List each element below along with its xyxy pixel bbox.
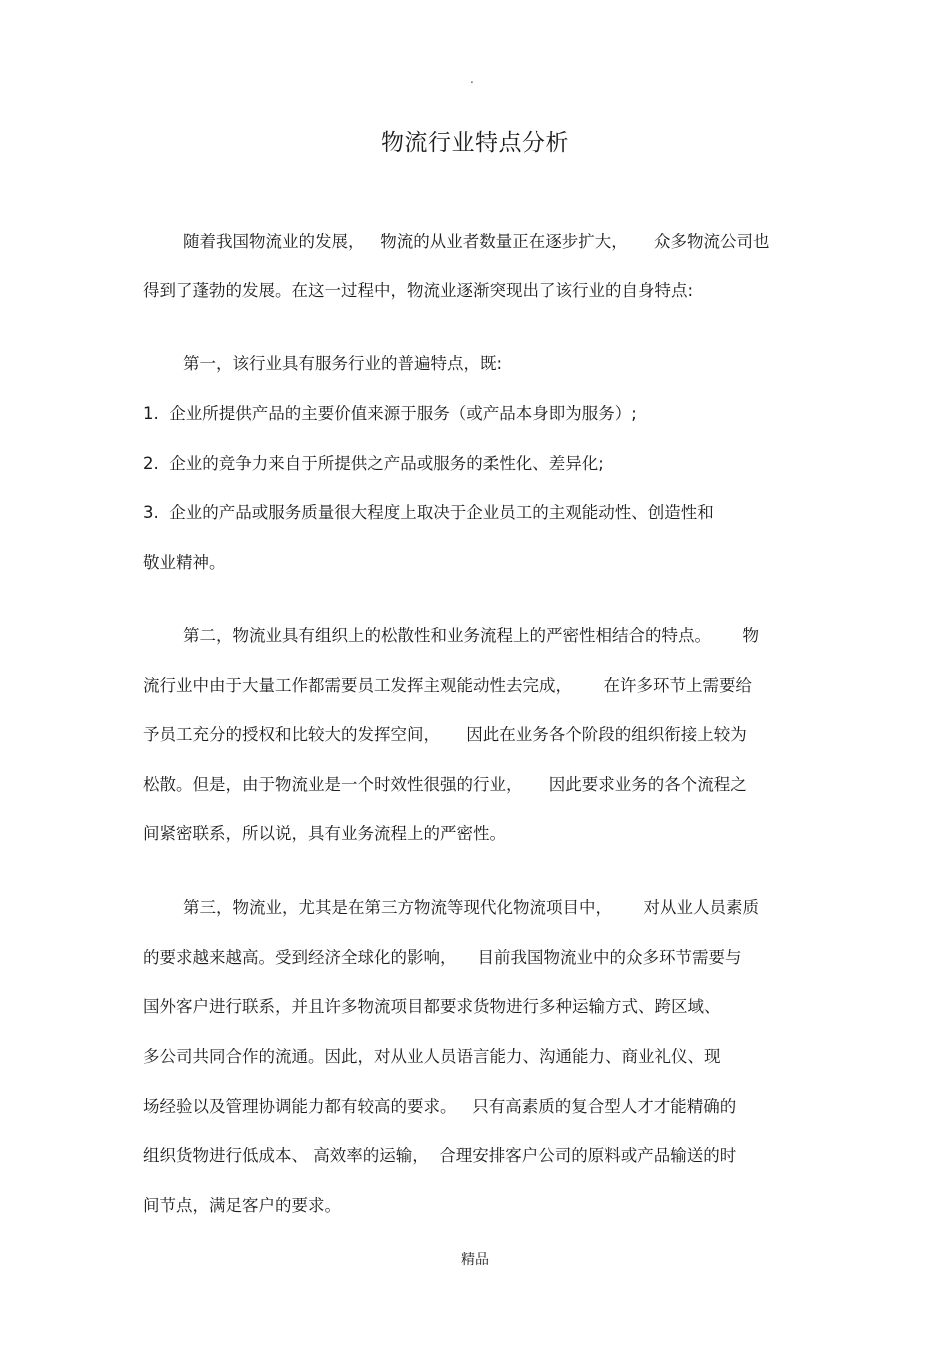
paragraph-line: 多公司共同合作的流通。因此，对从业人员语言能力、沟通能力、商业礼仪、现 [143,1047,721,1066]
list-item: 1. 企业所提供产品的主要价值来源于服务（或产品本身即为服务）; [143,404,637,423]
paragraph-line: 予员工充分的授权和比较大的发挥空间， 因此在业务各个阶段的组织衔接上较为 [143,725,747,744]
paragraph-line: 得到了蓬勃的发展。在这一过程中，物流业逐渐突现出了该行业的自身特点: [143,281,694,300]
list-item: 3. 企业的产品或服务质量很大程度上取决于企业员工的主观能动性、创造性和 [143,503,714,522]
paragraph-line: 随着我国物流业的发展， 物流的从业者数量正在逐步扩大， 众多物流公司也 [183,232,770,251]
page-footer: 精品 [461,1252,489,1268]
list-item: 2. 企业的竞争力来自于所提供之产品或服务的柔性化、差异化; [143,454,604,473]
paragraph-line: 流行业中由于大量工作都需要员工发挥主观能动性去完成， 在许多环节上需要给 [143,676,752,695]
paragraph-line: 场经验以及管理协调能力都有较高的要求。 只有高素质的复合型人才才能精确的 [143,1097,737,1116]
paragraph-line: 组织货物进行低成本、 高效率的运输， 合理安排客户公司的原料或产品输送的时 [143,1146,737,1165]
paragraph-line: 第一，该行业具有服务行业的普遍特点，既: [183,354,503,373]
paragraph-line: 间紧密联系，所以说，具有业务流程上的严密性。 [143,824,506,843]
paragraph-line: 第二，物流业具有组织上的松散性和业务流程上的严密性相结合的特点。 物 [183,626,759,645]
paragraph-line: 国外客户进行联系，并且许多物流项目都要求货物进行多种运输方式、跨区域、 [143,997,721,1016]
header-mark: . [470,72,474,86]
paragraph-line: 松散。但是，由于物流业是一个时效性很强的行业， 因此要求业务的各个流程之 [143,775,747,794]
page-title: 物流行业特点分析 [381,130,569,156]
paragraph-line: 的要求越来越高。受到经济全球化的影响， 目前我国物流业中的众多环节需要与 [143,948,742,967]
paragraph-line: 第三，物流业，尤其是在第三方物流等现代化物流项目中， 对从业人员素质 [183,898,759,917]
paragraph-line: 敬业精神。 [143,553,226,572]
paragraph-line: 间节点，满足客户的要求。 [143,1196,341,1215]
